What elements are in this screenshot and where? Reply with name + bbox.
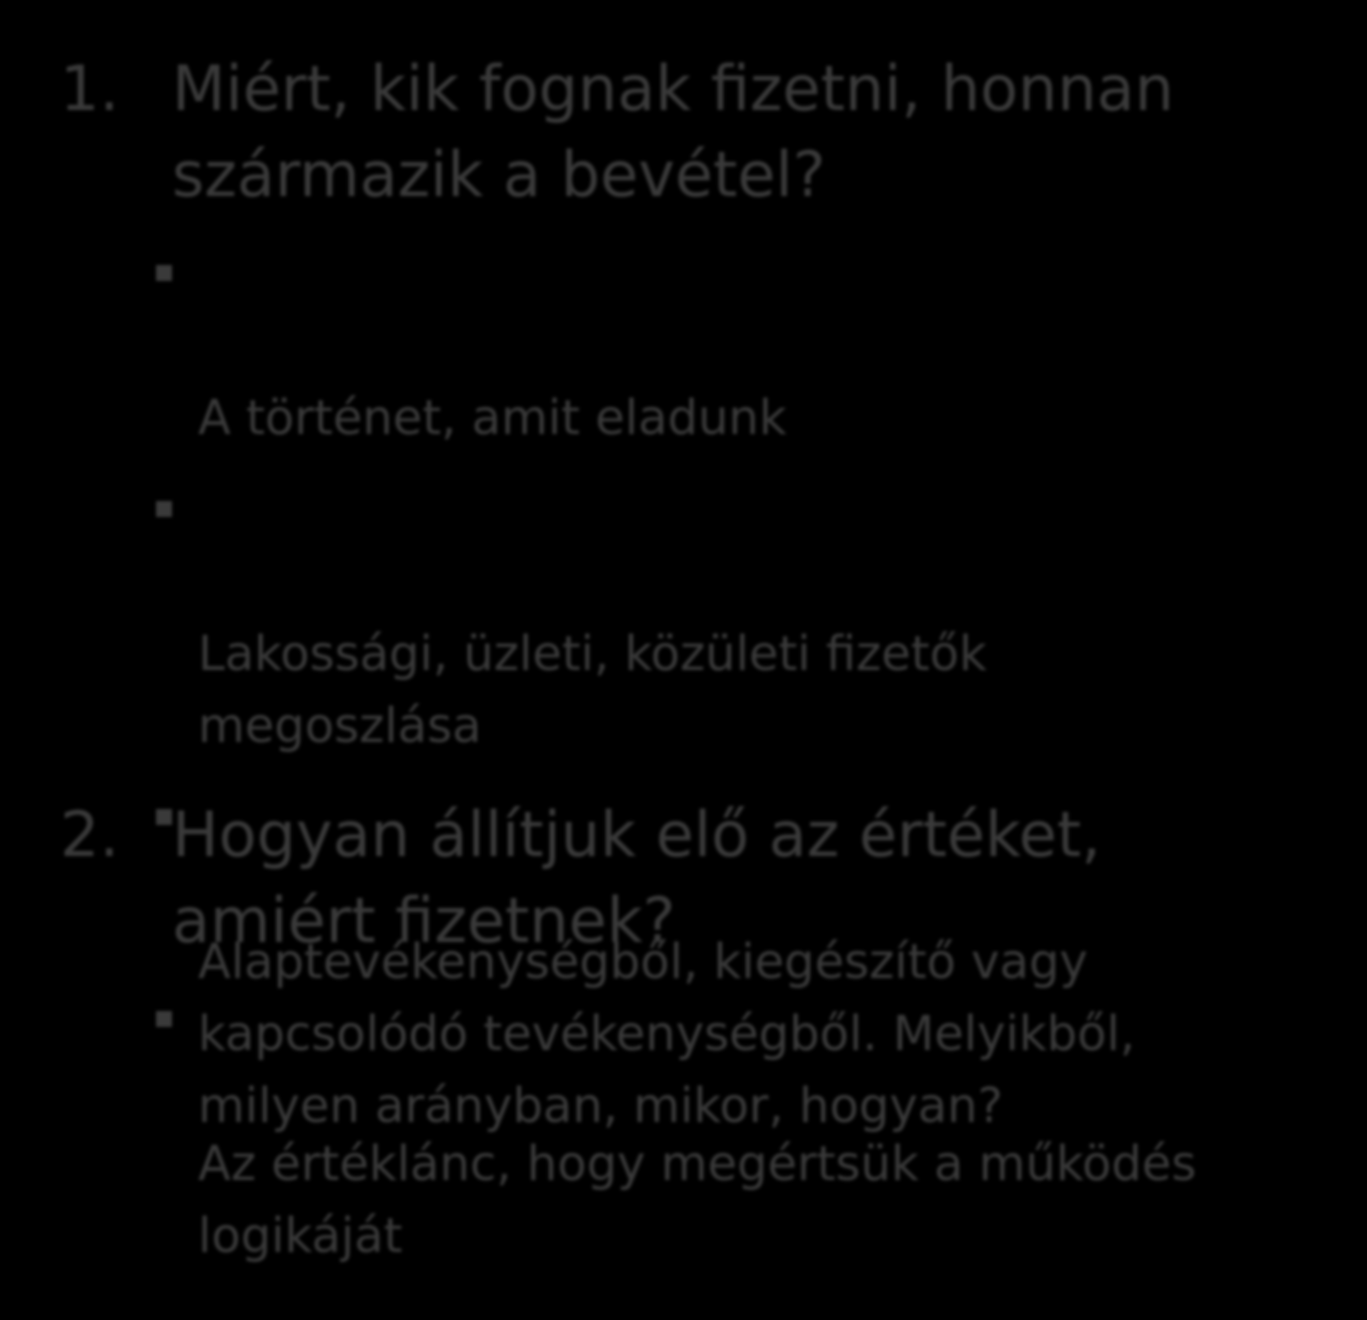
point-title: Miért, kik fognak fizetni, honnan származik a bevétel? [172,52,1174,211]
point-number: 1. [60,52,120,125]
sub-item-text: Lakossági, üzleti, közületi fizetők megoszlása [198,626,987,754]
sub-item [156,984,1300,1272]
sub-item [156,474,1300,762]
sub-item-text: A történet, amit eladunk [198,390,787,446]
point-title: Hogyan állítjuk elő az értéket, amiért fizetnek? [172,798,1101,957]
sub-item-text: Az értéklánc, hogy megértsük a működés logikáját [198,1136,1197,1264]
sub-item-text: Alaptevékenységből, kiegészítő vagy kapcsolódó tevékenységből. Melyikből, milyen arányban, mikor, hogyan? [198,934,1136,1134]
sub-list [156,984,1300,1272]
point-number: 2. [60,798,120,871]
square-bullet-icon [156,265,172,281]
point-2 [60,792,1300,1292]
square-bullet-icon [156,501,172,517]
square-bullet-icon [156,1011,172,1027]
sub-item [156,238,1300,454]
